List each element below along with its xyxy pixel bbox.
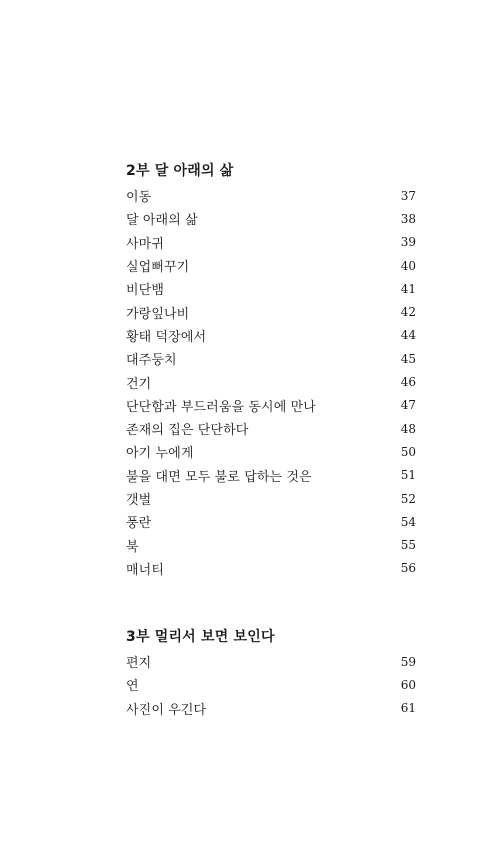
entry-page-number: 61: [400, 701, 416, 716]
entry-page-number: 59: [400, 654, 416, 669]
entry-title: 연: [126, 679, 139, 695]
entry-title: 아기 누에게: [126, 446, 194, 462]
entry-page-number: 41: [400, 281, 416, 296]
toc-entry[interactable]: [126, 650, 416, 673]
entry-page-number: 39: [400, 235, 416, 250]
entry-title: 이동: [126, 190, 152, 206]
entry-title: 가랑잎나비: [126, 306, 190, 322]
entry-page-number: 42: [400, 305, 416, 320]
entry-page-number: 44: [400, 328, 416, 343]
entry-page-number: 40: [400, 258, 416, 273]
section-title: 3부 멀리서 보면 보인다: [126, 629, 275, 645]
entry-page-number: 37: [400, 188, 416, 203]
toc-entry[interactable]: [126, 324, 416, 347]
entry-title: 비단뱀: [126, 283, 164, 299]
toc-entry[interactable]: [126, 231, 416, 254]
entry-page-number: 38: [400, 211, 416, 226]
toc-entry[interactable]: [126, 254, 416, 277]
toc-entry[interactable]: [126, 300, 416, 323]
toc-section-part-2: [126, 160, 416, 580]
toc-entry[interactable]: [126, 440, 416, 463]
toc-entry[interactable]: [126, 277, 416, 300]
entry-title: 실업뻐꾸기: [126, 260, 190, 276]
entry-page-number: 45: [400, 351, 416, 366]
toc-section-part-3: [126, 626, 416, 720]
entry-title: 북: [126, 539, 139, 555]
entry-title: 건기: [126, 376, 152, 392]
toc-entry[interactable]: [126, 207, 416, 230]
entry-page-number: 46: [400, 375, 416, 390]
entry-title: 존재의 집은 단단하다: [126, 423, 249, 439]
toc-entry[interactable]: [126, 417, 416, 440]
entry-page-number: 48: [400, 421, 416, 436]
entry-page-number: 56: [400, 561, 416, 576]
entry-page-number: 55: [400, 538, 416, 553]
entry-title: 대주둥치: [126, 353, 177, 369]
toc-entry[interactable]: [126, 370, 416, 393]
entry-title: 풍란: [126, 516, 152, 532]
entry-title: 황태 덕장에서: [126, 329, 207, 345]
entry-list: [126, 184, 416, 580]
toc-entry[interactable]: [126, 347, 416, 370]
entry-title: 달 아래의 삶: [126, 213, 198, 229]
entry-page-number: 54: [400, 514, 416, 529]
entry-title: 단단함과 부드러움을 동시에 만나: [126, 399, 316, 415]
toc-entry[interactable]: [126, 184, 416, 207]
entry-title: 편지: [126, 656, 152, 672]
entry-page-number: 50: [400, 444, 416, 459]
toc-entry[interactable]: [126, 673, 416, 696]
entry-title: 매너티: [126, 562, 164, 578]
toc-entry[interactable]: [126, 697, 416, 720]
entry-list: [126, 650, 416, 720]
entry-title: 사마귀: [126, 236, 164, 252]
toc-entry[interactable]: [126, 533, 416, 556]
entry-title: 사진이 우긴다: [126, 702, 207, 718]
toc-entry[interactable]: [126, 510, 416, 533]
toc-entry[interactable]: [126, 464, 416, 487]
section-title: 2부 달 아래의 삶: [126, 163, 234, 179]
entry-title: 불을 대면 모두 불로 답하는 것은: [126, 469, 312, 485]
entry-title: 갯벌: [126, 493, 152, 508]
entry-page-number: 60: [400, 677, 416, 692]
entry-page-number: 51: [400, 468, 416, 483]
entry-page-number: 47: [400, 398, 416, 413]
toc-entry[interactable]: [126, 394, 416, 417]
toc-entry[interactable]: [126, 487, 416, 510]
toc-entry[interactable]: [126, 557, 416, 580]
entry-page-number: 52: [400, 491, 416, 506]
